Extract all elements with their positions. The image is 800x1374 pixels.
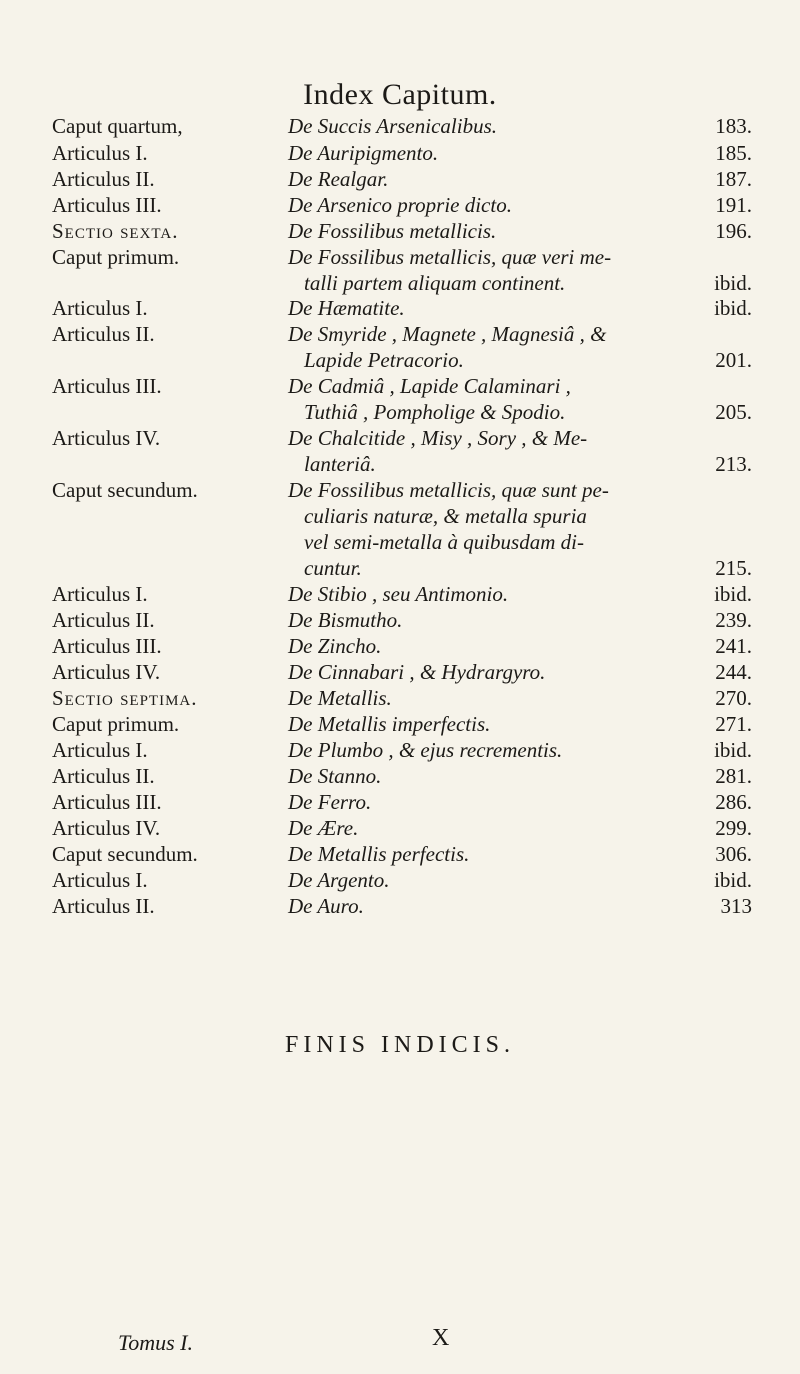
section-label: Articulus III.: [52, 374, 162, 398]
index-row: [0, 790, 800, 816]
page-number: 201.: [715, 348, 752, 372]
section-label: Articulus IV.: [52, 816, 161, 840]
section-label: Sectio sexta.: [52, 219, 179, 243]
page-number: 215.: [715, 556, 752, 580]
chapter-title: De Metallis.: [288, 686, 392, 710]
page-number: 196.: [715, 219, 752, 243]
page-number: 191.: [715, 193, 752, 217]
section-label: Caput primum.: [52, 245, 180, 269]
index-row: [0, 582, 800, 608]
chapter-title: De Metallis perfectis.: [288, 842, 470, 866]
chapter-title: De Metallis imperfectis.: [288, 712, 491, 736]
signature-mark: X: [432, 1325, 450, 1351]
index-row: [0, 894, 800, 920]
chapter-title: cuntur.: [304, 556, 362, 580]
chapter-title: De Succis Arsenicalibus.: [288, 114, 497, 138]
section-label: Articulus II.: [52, 764, 155, 788]
section-label: Articulus IV.: [52, 660, 161, 684]
chapter-title: De Argento.: [288, 868, 390, 892]
index-row: [0, 738, 800, 764]
section-label: Articulus II.: [52, 322, 155, 346]
page-number: 306.: [715, 842, 752, 866]
page-number: 313: [720, 894, 752, 918]
page-number: 299.: [715, 816, 752, 840]
page-number: 239.: [715, 608, 752, 632]
index-row: [0, 219, 800, 245]
chapter-title: De Fossilibus metallicis, quæ sunt pe-: [288, 478, 609, 502]
page-number: 187.: [715, 167, 752, 191]
index-row: [0, 608, 800, 634]
index-row: [0, 634, 800, 660]
section-label: Articulus II.: [52, 894, 155, 918]
chapter-title: De Arsenico proprie dicto.: [288, 193, 512, 217]
chapter-title: De Cinnabari , & Hydrargyro.: [288, 660, 546, 684]
index-row: [0, 842, 800, 868]
chapter-title: culiaris naturæ, & metalla spuria: [304, 504, 587, 528]
index-row: [0, 686, 800, 712]
chapter-title: De Zincho.: [288, 634, 382, 658]
chapter-title: De Fossilibus metallicis.: [288, 219, 497, 243]
page-number: 213.: [715, 452, 752, 476]
section-label: Articulus III.: [52, 634, 162, 658]
index-row: [0, 764, 800, 790]
chapter-title: De Cadmiâ , Lapide Calaminari ,: [288, 374, 571, 398]
page-number: 241.: [715, 634, 752, 658]
section-label: Sectio septima.: [52, 686, 198, 710]
section-label: Articulus III.: [52, 790, 162, 814]
section-label: Articulus III.: [52, 193, 162, 217]
section-label: Articulus II.: [52, 167, 155, 191]
index-row: [0, 374, 800, 400]
chapter-title: De Stanno.: [288, 764, 382, 788]
page-number: 244.: [715, 660, 752, 684]
index-row: [0, 400, 800, 426]
page-number: 270.: [715, 686, 752, 710]
section-label: Articulus II.: [52, 608, 155, 632]
page-number: 205.: [715, 400, 752, 424]
page-number: ibid.: [714, 271, 752, 295]
chapter-title: De Realgar.: [288, 167, 389, 191]
index-row: [0, 167, 800, 193]
section-label: Caput secundum.: [52, 478, 198, 502]
section-label: Caput quartum,: [52, 114, 183, 138]
chapter-title: De Plumbo , & ejus recrementis.: [288, 738, 563, 762]
page-header: Index Capitum.: [303, 78, 497, 111]
chapter-title: De Auripigmento.: [288, 141, 439, 165]
index-row: [0, 868, 800, 894]
index-row: [0, 426, 800, 452]
chapter-title: lanteriâ.: [304, 452, 376, 476]
chapter-title: talli partem aliquam continent.: [304, 271, 566, 295]
chapter-title: De Fossilibus metallicis, quæ veri me-: [288, 245, 612, 269]
chapter-title: Lapide Petracorio.: [304, 348, 464, 372]
chapter-title: De Stibio , seu Antimonio.: [288, 582, 509, 606]
index-row: [0, 556, 800, 582]
page-number: 183.: [715, 114, 752, 138]
chapter-title: De Bismutho.: [288, 608, 403, 632]
finis-indicis: FINIS INDICIS.: [284, 1032, 515, 1058]
index-row: [0, 452, 800, 478]
chapter-title: De Ære.: [288, 816, 359, 840]
chapter-title: De Auro.: [288, 894, 364, 918]
page-number: 271.: [715, 712, 752, 736]
index-row: [0, 141, 800, 167]
index-row: [0, 348, 800, 374]
chapter-title: De Ferro.: [288, 790, 372, 814]
index-row: [0, 504, 800, 530]
index-row: [0, 816, 800, 842]
index-row: [0, 478, 800, 504]
page-number: 281.: [715, 764, 752, 788]
page-number: ibid.: [714, 582, 752, 606]
section-label: Articulus I.: [52, 141, 148, 165]
index-row: [0, 660, 800, 686]
chapter-title: Tuthiâ , Pompholige & Spodio.: [304, 400, 566, 424]
index-row: [0, 322, 800, 348]
index-row: [0, 114, 800, 140]
index-row: [0, 271, 800, 297]
section-label: Articulus I.: [52, 296, 148, 320]
index-row: [0, 245, 800, 271]
section-label: Articulus I.: [52, 738, 148, 762]
section-label: Articulus I.: [52, 582, 148, 606]
page-number: ibid.: [714, 738, 752, 762]
volume-mark: Tomus I.: [118, 1330, 193, 1355]
page-number: ibid.: [714, 868, 752, 892]
section-label: Caput primum.: [52, 712, 180, 736]
section-label: Articulus IV.: [52, 426, 161, 450]
page-number: ibid.: [714, 296, 752, 320]
page-number: 185.: [715, 141, 752, 165]
chapter-title: De Hæmatite.: [288, 296, 405, 320]
index-row: [0, 530, 800, 556]
section-label: Articulus I.: [52, 868, 148, 892]
index-row: [0, 712, 800, 738]
index-row: [0, 193, 800, 219]
section-label: Caput secundum.: [52, 842, 198, 866]
chapter-title: De Smyride , Magnete , Magnesiâ , &: [288, 322, 607, 346]
chapter-title: vel semi-metalla à quibusdam di-: [304, 530, 584, 554]
index-row: [0, 296, 800, 322]
chapter-title: De Chalcitide , Misy , Sory , & Me-: [288, 426, 588, 450]
page-number: 286.: [715, 790, 752, 814]
